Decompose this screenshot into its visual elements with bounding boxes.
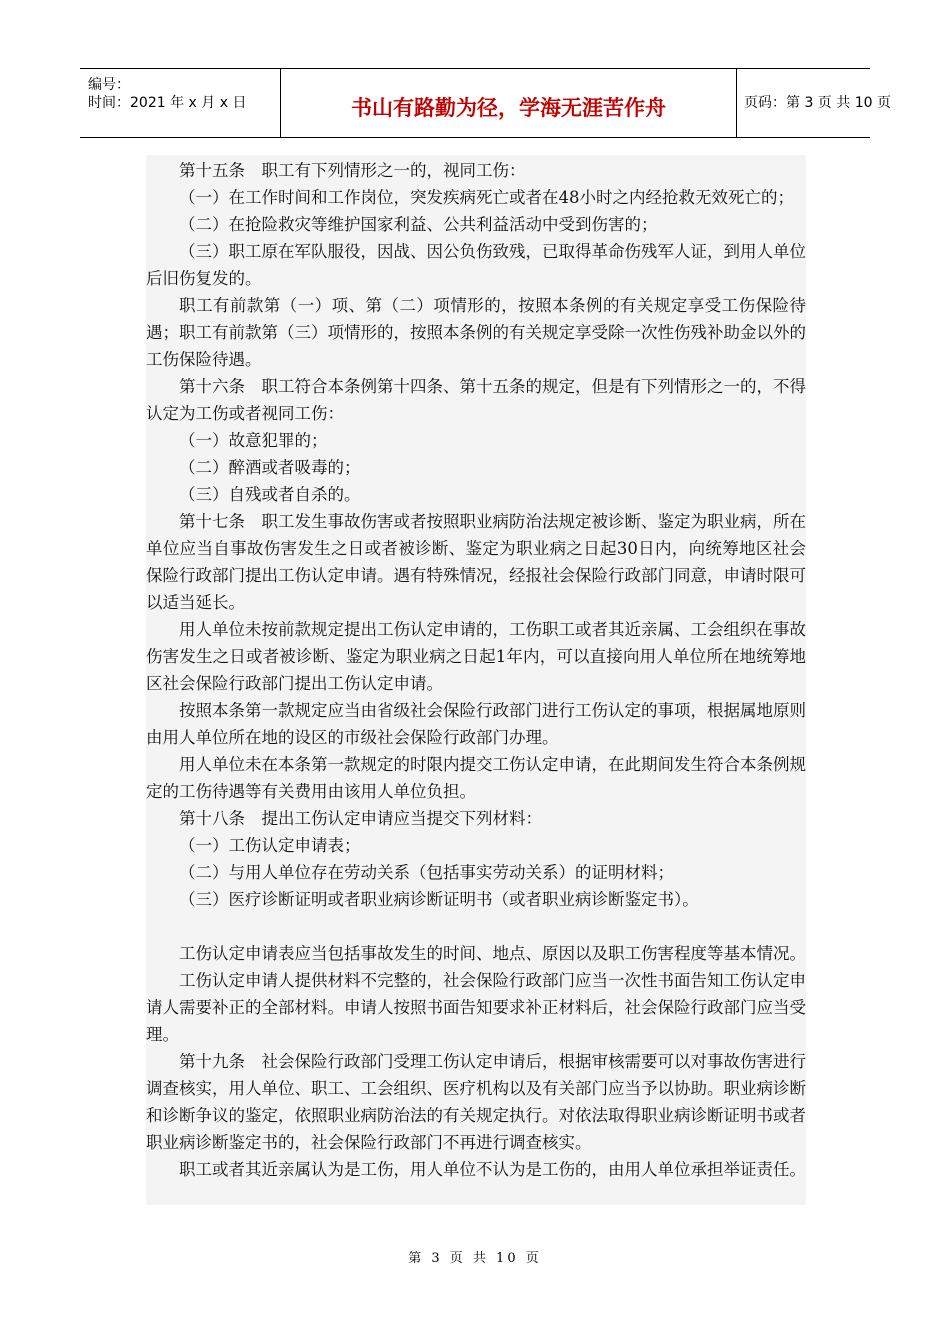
motto: 书山有路勤为径，学海无涯苦作舟 [351,96,666,120]
document-date: 时间：2021 年 x 月 x 日 [88,95,247,111]
paragraph: （二）与用人单位存在劳动关系（包括事实劳动关系）的证明材料； [179,863,674,882]
paragraph: 第十六条 职工符合本条例第十四条、第十五条的规定，但是有下列情形之一的，不得认定为工伤或者视同工伤： [146,377,806,423]
paragraph: （一）故意犯罪的； [179,431,328,450]
header-page-number: 页码：第 3 页 共 10 页 [744,95,891,111]
paragraph: 用人单位未按前款规定提出工伤认定申请的，工伤职工或者其近亲属、工会组织在事故伤害发生之日或者被诊断、鉴定为职业病之日起1年内，可以直接向用人单位所在地统筹地区社会保险行政部门提出工伤认定申请。 [146,620,806,693]
paragraph: （二）醉酒或者吸毒的； [179,458,361,477]
paragraph: （一）在工作时间和工作岗位，突发疾病死亡或者在48小时之内经抢救无效死亡的； [179,188,794,207]
page-header [80,68,891,138]
document-body [146,157,806,1183]
blank-line [146,913,806,940]
paragraph: （一）工伤认定申请表； [179,836,361,855]
paragraph: （二）在抢险救灾等维护国家利益、公共利益活动中受到伤害的； [179,215,658,234]
paragraph: （三）自残或者自杀的。 [179,485,361,504]
paragraph: 第十五条 职工有下列情形之一的，视同工伤： [179,161,526,180]
paragraph: 第十七条 职工发生事故伤害或者按照职业病防治法规定被诊断、鉴定为职业病，所在单位应当自事故伤害发生之日或者被诊断、鉴定为职业病之日起30日内，向统筹地区社会保险行政部门提出工伤认定申请。遇有特殊情况，经报社会保险行政部门同意，申请时限可以适当延长。 [146,512,806,612]
document-number: 编号： [88,77,130,93]
paragraph: 职工或者其近亲属认为是工伤，用人单位不认为是工伤的，由用人单位承担举证责任。 [179,1160,806,1179]
header-page-cell [736,69,891,137]
page-footer: 第 3 页 共 10 页 [408,1251,542,1266]
header-meta [80,69,280,137]
paragraph: （三）职工原在军队服役，因战、因公负伤致残，已取得革命伤残军人证，到用人单位后旧伤复发的。 [146,242,806,288]
paragraph: 第十九条 社会保险行政部门受理工伤认定申请后，根据审核需要可以对事故伤害进行调查核实，用人单位、职工、工会组织、医疗机构以及有关部门应当予以协助。职业病诊断和诊断争议的鉴定，依照职业病防治法的有关规定执行。对依法取得职业病诊断证明书或者职业病诊断鉴定书的，社会保险行政部门不再进行调查核实。 [146,1052,806,1152]
paragraph: （三）医疗诊断证明或者职业病诊断证明书（或者职业病诊断鉴定书）。 [179,890,699,909]
paragraph: 第十八条 提出工伤认定申请应当提交下列材料： [179,809,542,828]
paragraph: 工伤认定申请人提供材料不完整的，社会保险行政部门应当一次性书面告知工伤认定申请人需要补正的全部材料。申请人按照书面告知要求补正材料后，社会保险行政部门应当受理。 [146,971,806,1044]
paragraph: 职工有前款第（一）项、第（二）项情形的，按照本条例的有关规定享受工伤保险待遇；职工有前款第（三）项情形的，按照本条例的有关规定享受除一次性伤残补助金以外的工伤保险待遇。 [146,296,806,369]
paragraph: 按照本条第一款规定应当由省级社会保险行政部门进行工伤认定的事项，根据属地原则由用人单位所在地的设区的市级社会保险行政部门办理。 [146,701,806,747]
paragraph: 工伤认定申请表应当包括事故发生的时间、地点、原因以及职工伤害程度等基本情况。 [179,944,806,963]
paragraph: 用人单位未在本条第一款规定的时限内提交工伤认定申请，在此期间发生符合本条例规定的工伤待遇等有关费用由该用人单位负担。 [146,755,806,801]
header-motto-cell [280,69,737,137]
